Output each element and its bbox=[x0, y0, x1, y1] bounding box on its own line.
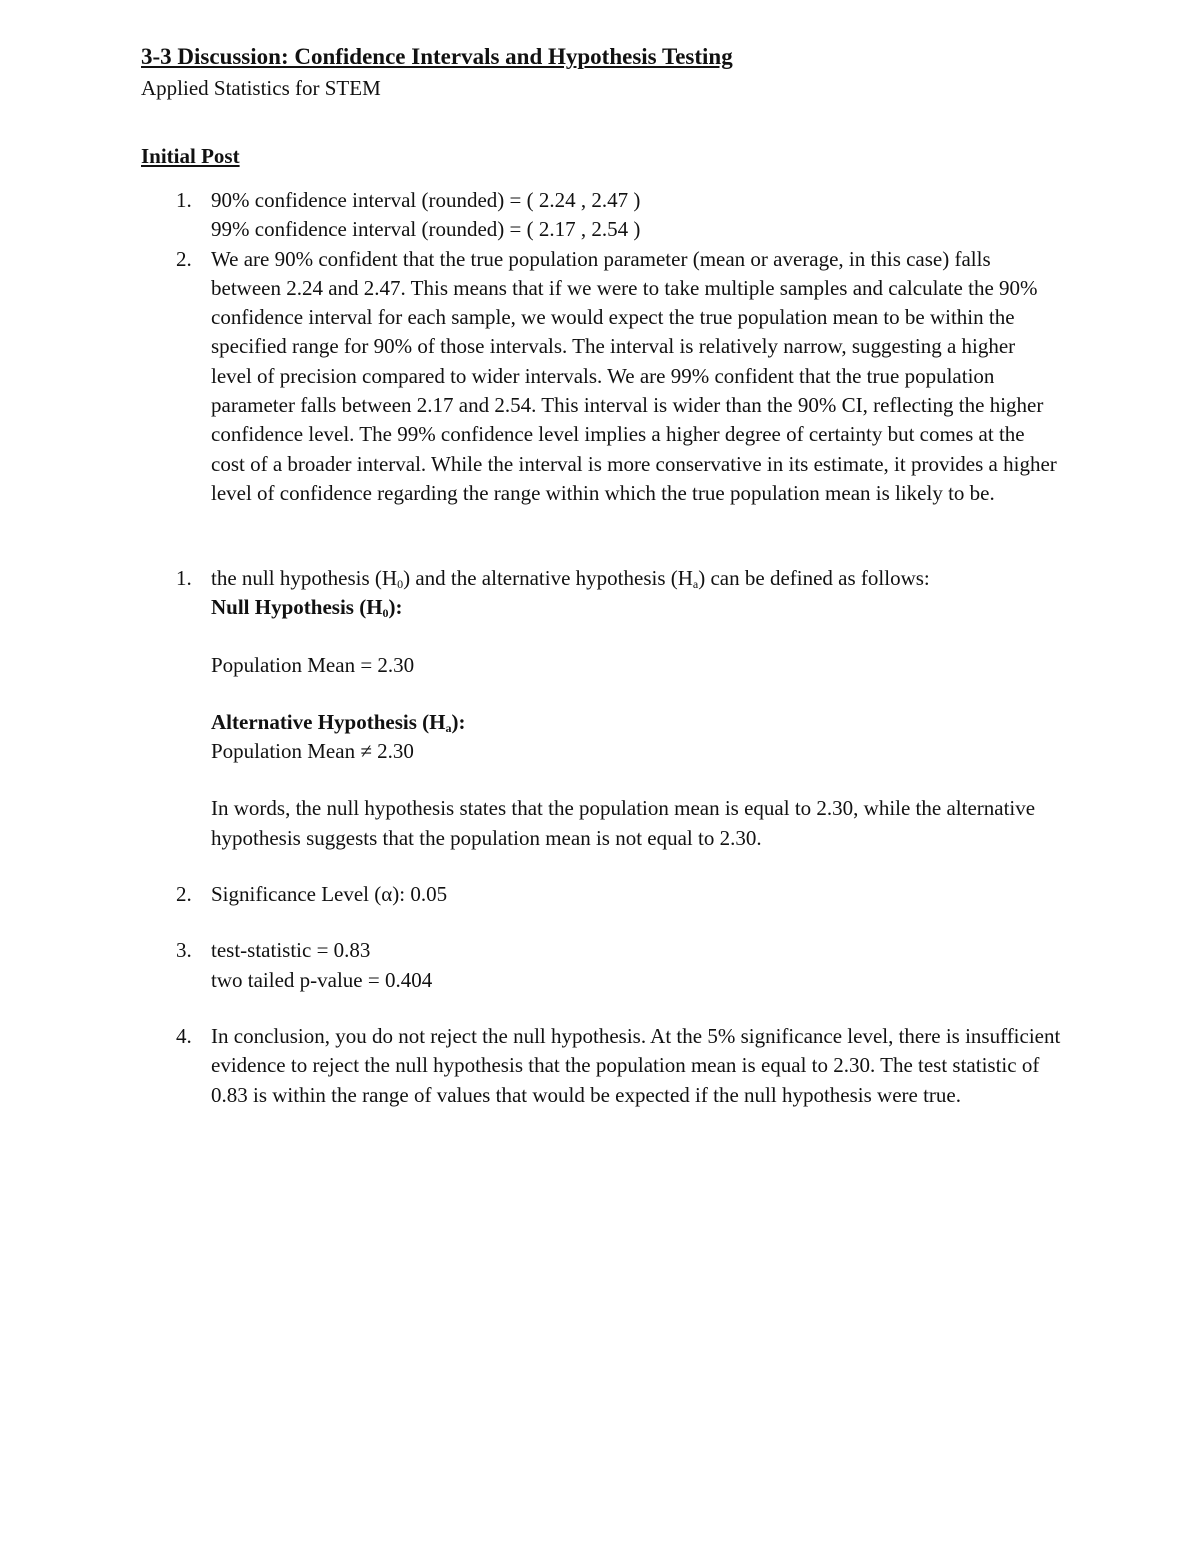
list-item-number: 2. bbox=[176, 882, 192, 907]
list-item-number: 3. bbox=[176, 938, 192, 963]
ci-99-line: 99% confidence interval (rounded) = ( 2.17 , 2.54 ) bbox=[211, 217, 641, 242]
confidence-interval-list bbox=[0, 186, 1200, 508]
null-hypothesis-statement: Population Mean = 2.30 bbox=[211, 652, 415, 677]
list-item bbox=[0, 564, 1061, 853]
interpretation-paragraph: We are 90% confident that the true population parameter (mean or average, in this case) falls between 2.24 and 2.47. This means that if we were to take multiple samples and calculate the 90% confidence interval for each sample, we would expect the true population mean to be within the specified range for 90% of those intervals. The interval is relatively narrow, suggesting a higher level of precision compared to wider intervals. We are 99% confident that the true population parameter falls between 2.17 and 2.54. This interval is wider than the 90% CI, reflecting the higher confidence level. The 99% confidence level implies a higher degree of certainty but comes at the cost of a broader interval. While the interval is more conservative in its estimate, it provides a higher level of confidence regarding the range within which the true population mean is likely to be. bbox=[211, 246, 1057, 505]
alternative-hypothesis-statement: Population Mean ≠ 2.30 bbox=[211, 739, 414, 764]
conclusion-paragraph: In conclusion, you do not reject the null hypothesis. At the 5% significance level, there is insufficient evidence to reject the null hypothesis that the population mean is equal to 2.30. The test statistic of 0.83 is within the range of values that would be expected if the null hypothesis were true. bbox=[211, 1023, 1061, 1107]
list-item bbox=[0, 880, 1061, 909]
list-item-number: 1. bbox=[176, 566, 192, 590]
list-item-number: 2. bbox=[176, 246, 192, 271]
list-item bbox=[0, 1022, 1061, 1110]
ci-90-line: 90% confidence interval (rounded) = ( 2.24 , 2.47 ) bbox=[211, 188, 641, 212]
null-hypothesis-label: Null Hypothesis $(H_0)$: bbox=[211, 595, 403, 621]
significance-level: Significance Level (α): 0.05 bbox=[211, 882, 448, 907]
hypothesis-test-list bbox=[0, 564, 1200, 1110]
section-heading: Initial Post bbox=[141, 144, 240, 168]
list-item bbox=[0, 186, 1061, 245]
hypotheses-explanation: In words, the null hypothesis states that the population mean is equal to 2.30, while the alternative hypothesis suggests that the population mean is not equal to 2.30. bbox=[211, 796, 1036, 850]
p-value: two tailed p-value = 0.404 bbox=[211, 967, 433, 992]
document-subtitle: Applied Statistics for STEM bbox=[141, 76, 381, 100]
list-item-number: 1. bbox=[176, 188, 192, 212]
alternative-hypothesis-label: Alternative Hypothesis $(H_a)$: bbox=[211, 709, 466, 735]
hypotheses-intro: the null hypothesis $(H_0)$ and the alternative hypothesis $(H_a)$ can be defined as follows: bbox=[211, 566, 930, 591]
test-statistic: test-statistic = 0.83 bbox=[211, 938, 371, 963]
list-item bbox=[0, 936, 1061, 995]
document-title: 3-3 Discussion: Confidence Intervals and Hypothesis Testing bbox=[141, 44, 733, 69]
list-item-number: 4. bbox=[176, 1023, 192, 1048]
list-item bbox=[0, 245, 1061, 509]
